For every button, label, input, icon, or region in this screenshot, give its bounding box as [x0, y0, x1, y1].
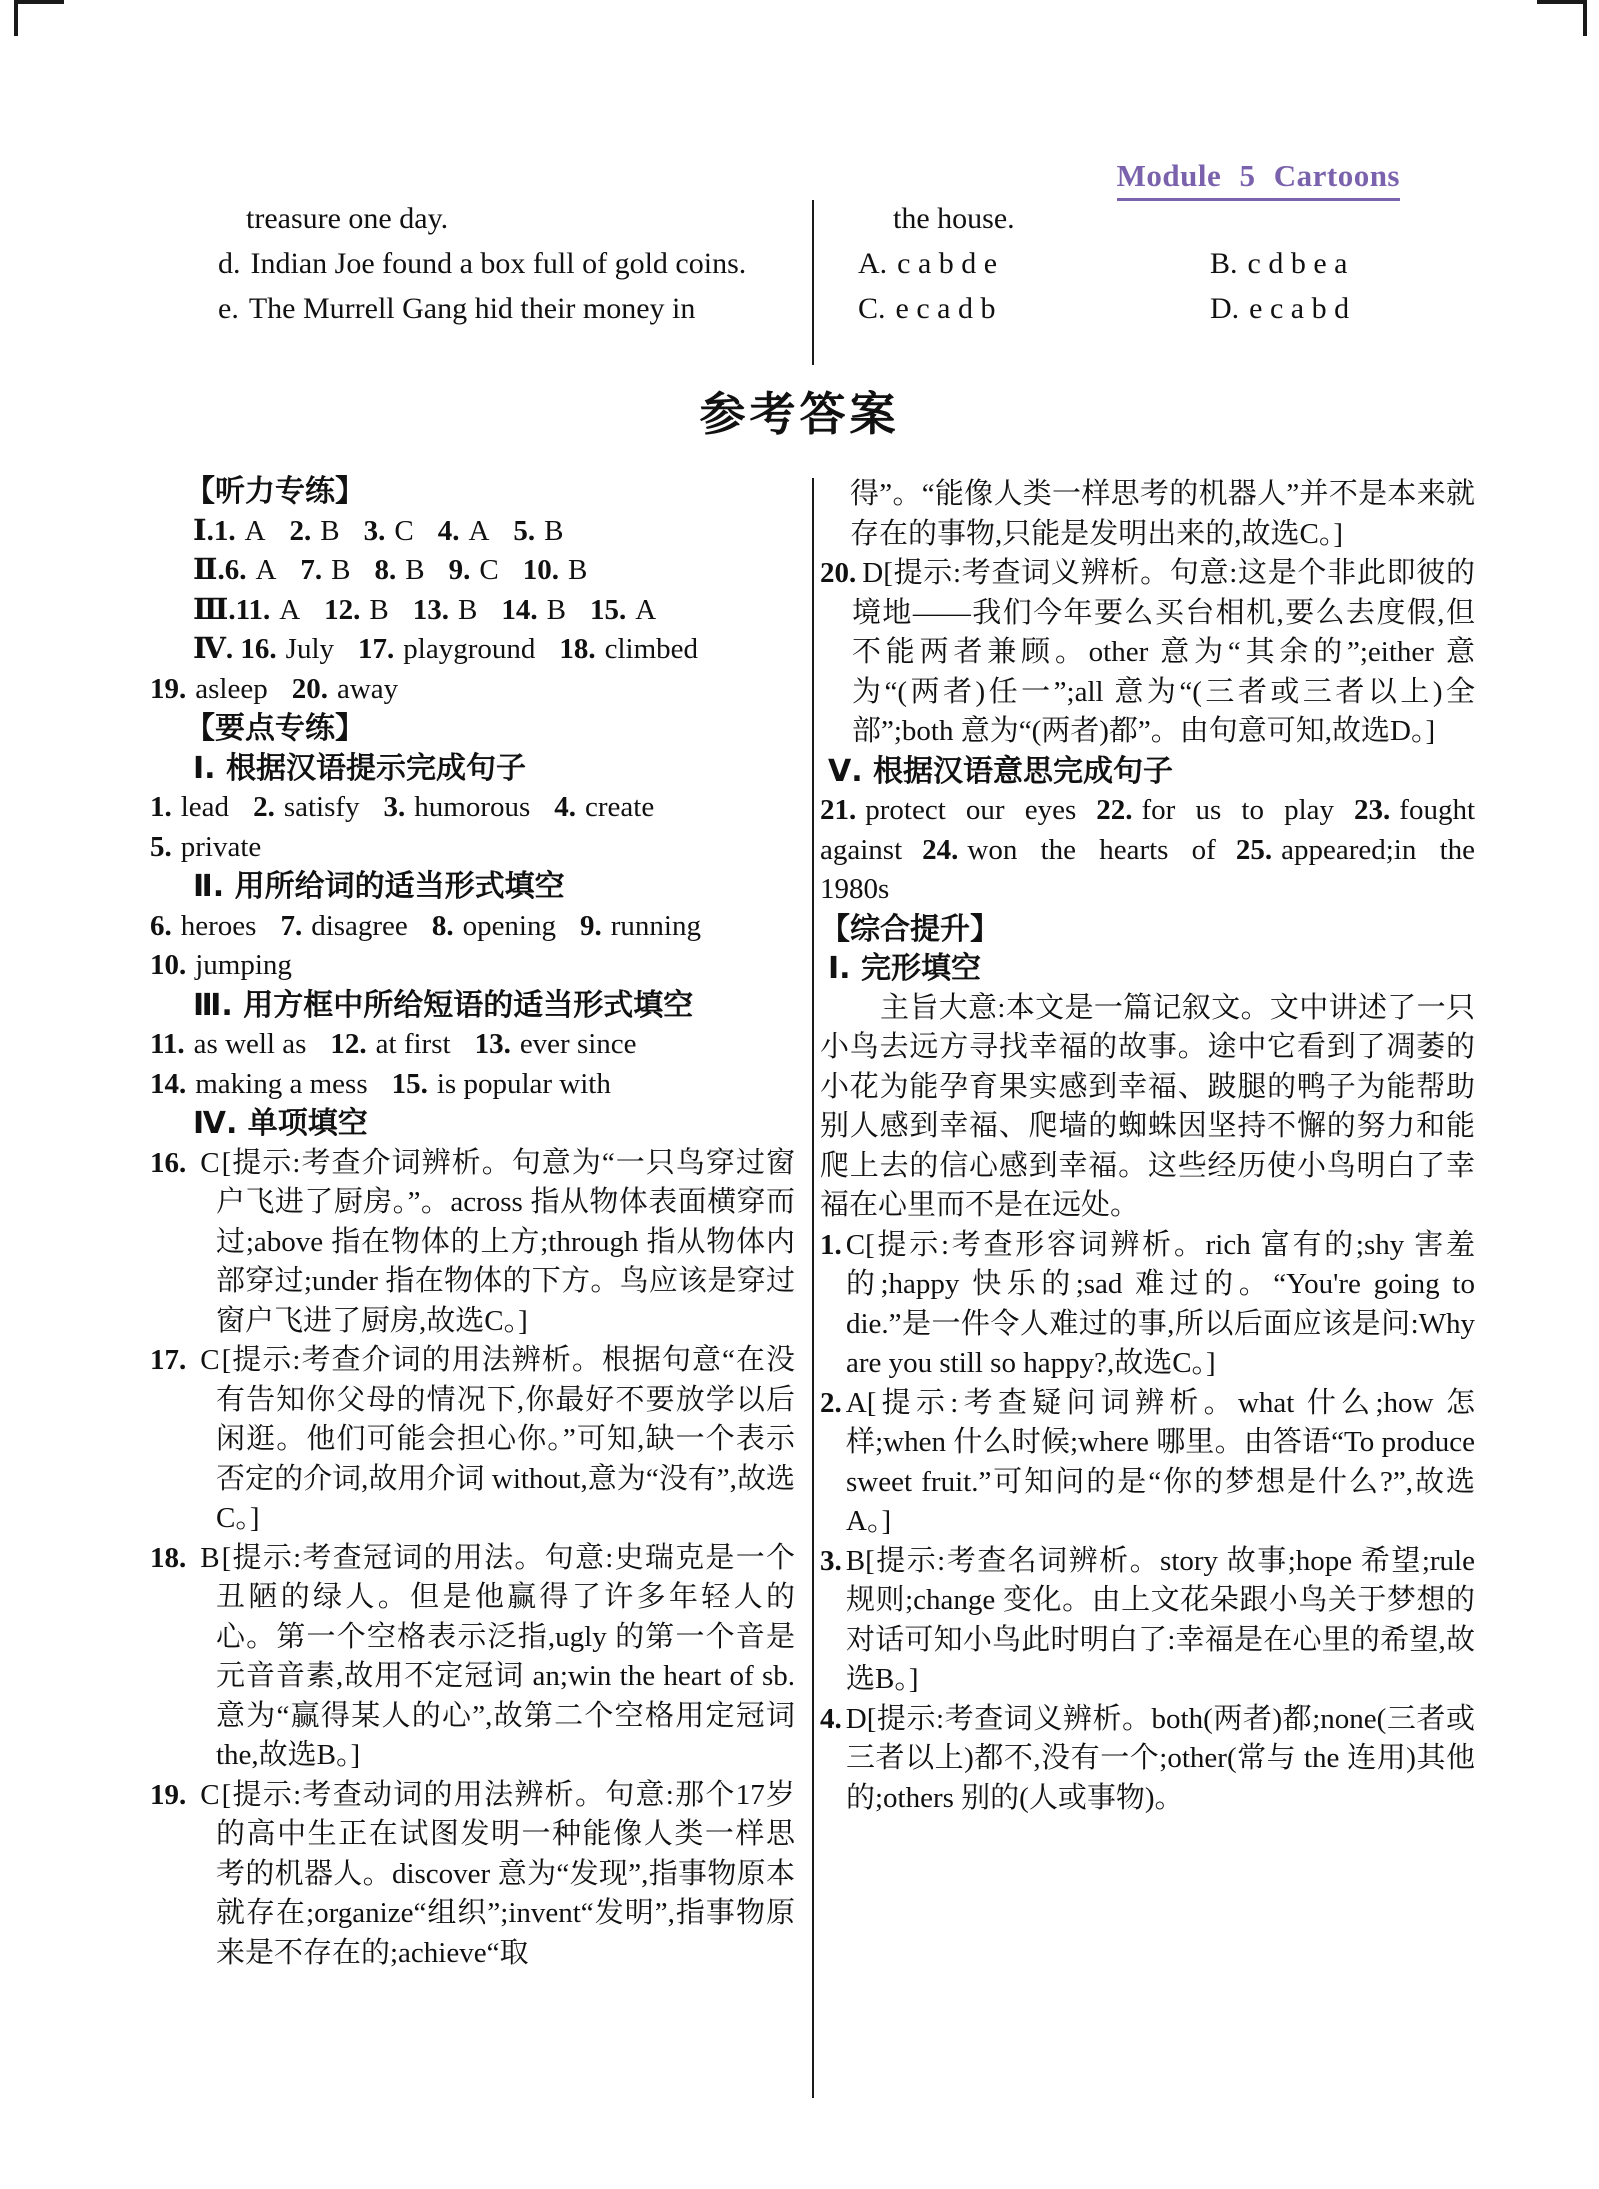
item-number: 19. — [150, 1778, 187, 1811]
item-number: 4. — [820, 1702, 842, 1735]
crop-mark-top-right — [1537, 0, 1587, 36]
option-value: c d b e a — [1247, 247, 1348, 280]
item-explanation: [提示:考查名词辨析。story 故事;hope 希望;rule 规则;change 变化。由上文花朵跟小鸟关于梦想的对话可知小鸟此时明白了:幸福是在心里的希望,故选B。] — [846, 1544, 1475, 1695]
option-b — [1210, 241, 1473, 286]
item-explanation: [提示:考查形容词辨析。rich 富有的;shy 害羞的;happy 快乐的;sad 难过的。“You're going to die.”是一件令人难过的事,所以后面应该是问:Why are you still so happy?,故选C。] — [846, 1228, 1475, 1379]
item-answer: B — [200, 1541, 220, 1574]
sentence-continuation: the house. — [893, 202, 1015, 235]
answer-row-9: 10. jumping — [150, 949, 292, 981]
explanation-item-18 — [150, 1539, 795, 1776]
subsection-cloze-head: Ⅰ. 完形填空 — [828, 951, 982, 986]
explanation-item-17 — [150, 1341, 795, 1539]
explanation-item-3 — [820, 1542, 1475, 1700]
subsection-5-head: Ⅴ. 根据汉语意思完成句子 — [828, 753, 1174, 789]
answer-row-8: 6. heroes 7. disagree 8. opening 9. running — [150, 909, 701, 942]
item-explanation: [提示:考查冠词的用法。句意:史瑞克是一个丑陋的绿人。但是他赢得了许多年轻人的心。第一个空格表示泛指,ugly 的第一个音是元音音素,故用不定冠词 an;win the heart of sb. 意为“赢得某人的心”,故第二个空格用定冠词 the,故选B。] — [216, 1541, 795, 1771]
subsection-1-head: Ⅰ. 根据汉语提示完成句子 — [193, 750, 527, 786]
item-explanation: [提示:考查介词的用法辨析。根据句意“在没有告知你父母的情况下,你最好不要放学以后闲逛。他们可能会担心你。”可知,缺一个表示否定的介词,故用介词 without,意为“没有”,故选C。] — [216, 1344, 795, 1534]
item-explanation: [提示:考查疑问词辨析。what 什么;how 怎样;when 什么时候;where 哪里。由答语“To produce sweet fruit.”可知问的是“你的梦想是什么?”,故选A。] — [846, 1386, 1475, 1537]
item-explanation: [提示:考查词义辨析。句意:这是个非此即彼的境地——我们今年要么买台相机,要么去度假,但不能两者兼顾。other 意为“其余的”;either 意为“(两者)任一”;all 意为“(三者或三者以上)全部”;both 意为“(两者)都”。由句意可知,故选D。] — [852, 557, 1475, 747]
list-item-e — [218, 286, 791, 331]
item-number: 17. — [150, 1344, 187, 1376]
item-explanation: [提示:考查动词的用法辨析。句意:那个17岁的高中生正在试图发明一种能像人类一样思考的机器人。discover 意为“发现”,指事物原本就存在;organize“组织”;invent“发明”,指事物原来是不存在的;achieve“取 — [216, 1778, 795, 1969]
item-answer: C — [845, 1228, 866, 1261]
answer-row-2: Ⅱ.6. A 7. B 8. B 9. C 10. B — [193, 554, 588, 586]
sentence-continuation: treasure one day. — [246, 202, 449, 235]
crop-mark-top-left — [14, 0, 64, 36]
option-value: e c a b d — [1249, 292, 1350, 325]
option-value: e c a d b — [895, 292, 996, 325]
option-c — [858, 286, 1210, 331]
item-explanation: [提示:考查介词辨析。句意为“一只鸟穿过窗户飞进了厨房。”。across 指从物体表面横穿而过;above 指在物体的上方;through 指从物体内部穿过;under 指在物体的下方。鸟应该是穿过窗户飞进了厨房,故选C。] — [216, 1146, 795, 1337]
item-text: Indian Joe found a box full of gold coins. — [250, 247, 747, 280]
cloze-summary-paragraph: 主旨大意:本文是一篇记叙文。文中讲述了一只小鸟去远方寻找幸福的故事。途中它看到了凋萎的小花为能孕育果实感到幸福、跛腿的鸭子为能帮助别人感到幸福、爬墙的蜘蛛因坚持不懈的努力和能爬上去的信心感到幸福。这些经历使小鸟明白了幸福在心里而不是在远处。 — [820, 991, 1475, 1221]
item-answer: D — [862, 557, 884, 589]
option-a — [858, 241, 1210, 286]
page-title: 参考答案 — [699, 387, 900, 441]
item-number: 3. — [820, 1544, 842, 1577]
explanation-item-19 — [150, 1776, 795, 1974]
option-row — [858, 286, 1473, 331]
item-number: 1. — [820, 1228, 842, 1261]
answer-row-3: Ⅲ.11. A 12. B 13. B 14. B 15. A — [193, 593, 657, 626]
answer-row-21-25: 21. protect our eyes 22. for us to play 23. fought against 24. won the hearts of 25. appeared;in the 1980s — [820, 794, 1475, 905]
explanation-item-19-continued: 得”。“能像人类一样思考的机器人”并不是本来就存在的事物,只能是发明出来的,故选C。] — [850, 478, 1475, 550]
subsection-3-head: Ⅲ. 用方框中所给短语的适当形式填空 — [193, 987, 694, 1023]
explanation-item-1 — [820, 1226, 1475, 1384]
answer-row-5: 19. asleep 20. away — [150, 672, 399, 705]
explanation-item-2 — [820, 1384, 1475, 1542]
item-answer: A — [845, 1386, 867, 1419]
option-letter: B. — [1210, 247, 1238, 280]
item-answer: C — [200, 1344, 220, 1376]
option-letter: A. — [858, 247, 888, 280]
column-divider-top — [812, 200, 814, 365]
item-number: 18. — [150, 1541, 187, 1574]
section-comprehensive-head: 【综合提升】 — [820, 911, 1000, 947]
answer-row-4: Ⅳ. 16. July 17. playground 18. climbed — [193, 633, 699, 665]
answer-row-7: 5. private — [150, 830, 262, 863]
explanation-item-16 — [150, 1144, 795, 1342]
answer-row-10: 11. as well as 12. at first 13. ever since — [150, 1028, 637, 1060]
section-listening-head: 【听力专练】 — [185, 474, 365, 509]
option-d — [1210, 286, 1473, 331]
item-number: 20. — [820, 557, 857, 589]
prev-exercise-left — [218, 196, 791, 331]
answer-row-11: 14. making a mess 15. is popular with — [150, 1067, 611, 1100]
item-answer: D — [845, 1702, 867, 1735]
module-header: Module 5 Cartoons — [1117, 158, 1400, 201]
item-label: d. — [218, 247, 241, 280]
item-label: e. — [218, 292, 239, 325]
column-divider-main — [812, 478, 814, 2098]
item-answer: C — [200, 1146, 220, 1179]
item-number: 2. — [820, 1386, 842, 1419]
option-letter: C. — [858, 292, 886, 325]
section-keypoints-head: 【要点专练】 — [185, 711, 365, 746]
subsection-2-head: Ⅱ. 用所给词的适当形式填空 — [193, 869, 565, 904]
answer-row-1: Ⅰ.1. A 2. B 3. C 4. A 5. B — [193, 514, 564, 547]
left-column — [150, 472, 795, 1973]
prev-exercise-right — [858, 196, 1473, 331]
explanation-item-20 — [820, 554, 1475, 752]
subsection-4-head: Ⅳ. 单项填空 — [193, 1106, 368, 1141]
option-row — [858, 241, 1473, 286]
explanation-item-4 — [820, 1700, 1475, 1819]
item-number: 16. — [150, 1146, 187, 1179]
item-answer: C — [200, 1778, 220, 1811]
option-value: c a b d e — [897, 247, 998, 280]
answer-row-6: 1. lead 2. satisfy 3. humorous 4. create — [150, 791, 655, 823]
item-answer: B — [845, 1544, 866, 1577]
item-text: The Murrell Gang hid their money in — [248, 292, 696, 325]
item-explanation: [提示:考查词义辨析。both(两者)都;none(三者或三者以上)都不,没有一个;other(常与 the 连用)其他的;others 别的(人或事物)。 — [846, 1702, 1475, 1814]
right-column — [820, 475, 1475, 1818]
list-item-d — [218, 241, 791, 286]
option-letter: D. — [1210, 292, 1240, 325]
